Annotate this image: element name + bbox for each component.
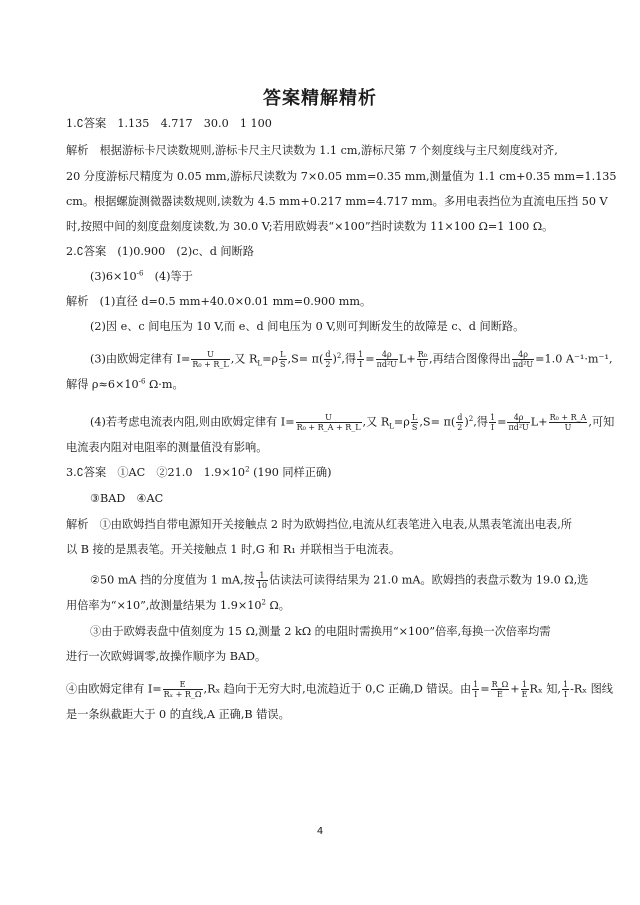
- fraction-ro-over-e: $\frac{R\_\Omega}{E}$: [491, 680, 509, 699]
- q1-explanation-line-4: 时,按照中间的刻度盘刻度读数,为 30.0 V;若用欧姆表“×100”挡时读数为 11×100 Ω=1 100 Ω。: [66, 220, 554, 233]
- fraction-l-over-s-2: $\frac{L}{S}$: [411, 413, 418, 432]
- q1-explanation-line-1: 解析 根据游标卡尺读数规则,游标卡尺主尺读数为 1.1 cm,游标尺第 7 个刻度线与主尺刻度线对齐,: [66, 144, 558, 157]
- q1-answer: 1.∁答案 1.135 4.717 30.0 1 100: [66, 117, 272, 130]
- fraction-1-over-i-3: $\frac{1}{I}$: [473, 680, 479, 699]
- q3-explanation-4: ④由欧姆定律有 I= $\frac{E}{\text{Rₓ + R\_Ω}}$ ,Rₓ 趋向于无穷大时,电流趋近于 0,C 正确,D 错误。由 $\frac{1}{I}$ = $\frac{R\_\Omega}{E}$ + $\frac{1}{E}$ Rₓ 知, $\frac{1}{I}$ -Rₓ 图线: [66, 680, 613, 699]
- fraction-e-over-rx-ro: $\frac{E}{\text{Rₓ + R\_Ω}}$: [163, 680, 202, 699]
- fraction-u-over-r0-ra-rl: $\frac{U}{\text{R₀ + R\_A + R\_L}}$: [296, 413, 361, 432]
- fraction-r0-ra-over-u: $\frac{\text{R₀ + R\_A}}{U}$: [549, 413, 587, 432]
- q2-explanation-1: 解析 (1)直径 d=0.5 mm+40.0×0.01 mm=0.900 mm。: [66, 295, 372, 308]
- q1-explanation-line-3: cm。根据螺旋测微器读数规则,读数为 4.5 mm+0.217 mm=4.717 mm。多用电表挡位为直流电压挡 50 V: [66, 195, 608, 208]
- q3-explanation-3b: 进行一次欧姆调零,故操作顺序为 BAD。: [66, 650, 267, 663]
- fraction-4rho-over-pid2u-3: $\frac{4\rho}{\text{πd²U}}$: [508, 413, 529, 432]
- fraction-4rho-over-pid2u: $\frac{4\rho}{\text{πd²U}}$: [376, 350, 397, 369]
- fraction-u-over-r0-rl: $\frac{U}{\text{R₀ + R\_L}}$: [192, 350, 229, 369]
- fraction-l-over-s: $\frac{L}{S}$: [280, 350, 286, 369]
- q2-explanation-3: (3)由欧姆定律有 I= $\frac{U}{\text{R₀ + R\_L}}$ ,又 $R_L=\rho$ $\frac{L}{S}$ ,S= π( $\frac{d}{2}$ )$^2$,得 $\frac{1}{I}$ = $\frac{4\rho}{\text{πd²U}}$ L+ $\frac{\text{R₀}}{U}$ ,再结合图像得出 $\frac{4\rho}{\text{πd²U}}$ =1.0 A⁻¹·m⁻¹,: [90, 350, 613, 369]
- page-title: 答案精解精析: [263, 88, 377, 109]
- fraction-1-over-i: $\frac{1}{I}$: [358, 350, 364, 369]
- fraction-1-over-e: $\frac{1}{E}$: [521, 680, 528, 699]
- q2-explanation-2: (2)因 e、c 间电压为 10 V,而 e、d 间电压为 0 V,则可判断发生的故障是 c、d 间断路。: [90, 320, 525, 333]
- q3-explanation-2b: 用倍率为“×10”,故测量结果为 $1.9\times 10^2$ Ω。: [66, 598, 290, 612]
- fraction-1-over-i-4: $\frac{1}{I}$: [562, 680, 569, 699]
- fraction-1-over-i-2: $\frac{1}{I}$: [489, 413, 496, 432]
- q3-explanation-1b: 以 B 接的是黑表笔。开关接触点 1 时,G 和 R₁ 并联相当于电流表。: [66, 543, 401, 556]
- fraction-d-over-2: $\frac{d}{2}$: [325, 350, 331, 369]
- q2-explanation-6: 电流表内阻对电阻率的测量值没有影响。: [66, 441, 268, 454]
- q3-answer-line-2: ③BAD ④AC: [90, 492, 164, 505]
- q3-answer-line-1: 3.∁答案 ①AC ②21.0 $1.9\times 10^2$ (190 同样正确): [66, 465, 332, 479]
- page-number: 4: [316, 826, 324, 837]
- q2-answer-line-1: 2.∁答案 (1)0.900 (2)c、d 间断路: [66, 245, 254, 258]
- fraction-d-over-2-2: $\frac{d}{2}$: [457, 413, 463, 432]
- q1-explanation-line-2: 20 分度游标尺精度为 0.05 mm,游标尺读数为 7×0.05 mm=0.35 mm,测量值为 1.1 cm+0.35 mm=1.135: [66, 170, 617, 183]
- fraction-1-over-10: $\frac{1}{10}$: [256, 571, 268, 590]
- q3-explanation-3a: ③由于欧姆表盘中值刻度为 15 Ω,测量 2 kΩ 的电阻时需换用“×100”倍率,每换一次倍率均需: [90, 625, 551, 638]
- q3-explanation-5: 是一条纵截距大于 0 的直线,A 正确,B 错误。: [66, 708, 290, 721]
- q2-explanation-5: (4)若考虑电流表内阻,则由欧姆定律有 I= $\frac{U}{\text{R₀ + R\_A + R\_L}}$ ,又 $R_L=\rho$ $\frac{L}{S}$ ,S= π( $\frac{d}{2}$ )$^2$,得 $\frac{1}{I}$ = $\frac{4\rho}{\text{πd²U}}$ L+ $\frac{\text{R₀ + R\_A}}{U}$ ,可知: [90, 413, 615, 432]
- fraction-4rho-over-pid2u-2: $\frac{4\rho}{\text{πd²U}}$: [512, 350, 534, 369]
- q3-explanation-1a: 解析 ①由欧姆挡自带电源知开关接触点 2 时为欧姆挡位,电流从红表笔进入电表,从黑表笔流出电表,所: [66, 518, 572, 531]
- q3-explanation-2a: ②50 mA 挡的分度值为 1 mA,按 $\frac{1}{10}$ 估读法可读得结果为 21.0 mA。欧姆挡的表盘示数为 19.0 Ω,选: [90, 571, 589, 590]
- q2-answer-line-2: $(3)6\times 10^{-6}$ (4)等于: [90, 269, 193, 283]
- fraction-r0-over-u: $\frac{\text{R₀}}{U}$: [417, 350, 427, 369]
- q2-explanation-4: 解得 $\rho\approx 6\times 10^{-6}$ Ω·m。: [66, 377, 184, 391]
